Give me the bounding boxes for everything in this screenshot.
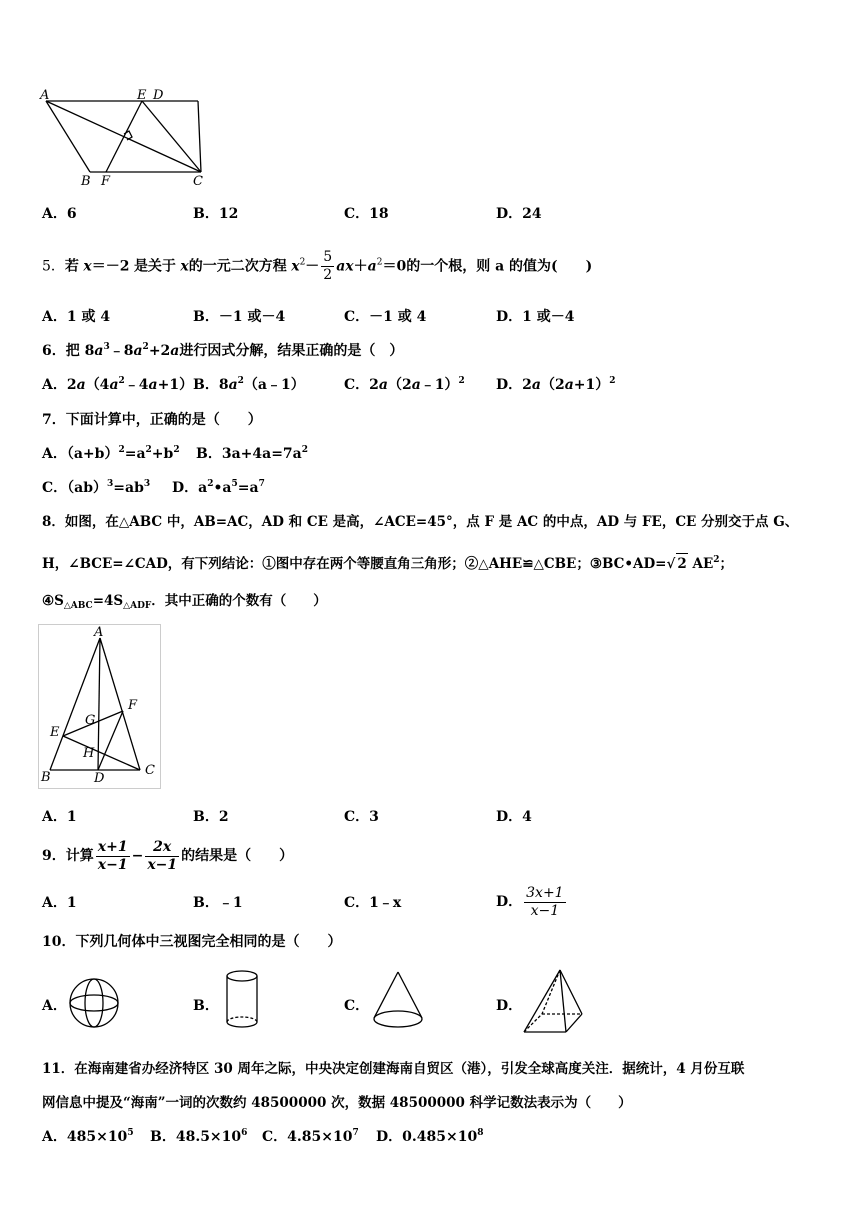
pyramid-icon [520, 966, 586, 1038]
q10-stem: 10．下列几何体中三视图完全相同的是（ ） [42, 934, 342, 950]
q9-stem: 9．计算 $\frac{x+1}{x-1}$ − $\frac{2x}{x-1}$ 的结果是（ ） [42, 838, 294, 873]
q6-option-c: C．2a（2a﹣1）$^2$ [344, 376, 465, 393]
q9-option-a: A．1 [42, 895, 77, 911]
q8-line-1: 8．如图，在△ABC 中，AB=AC，AD 和 CE 是高，∠ACE=45°，点 F 是 AC 的中点，AD 与 FE，CE 分别交于点 G、 [42, 514, 799, 530]
q4-label-c: C [193, 174, 203, 189]
q4-label-f: F [101, 174, 111, 189]
q10-option-c: C． [344, 998, 370, 1014]
q4-option-d: D．24 [496, 206, 542, 222]
q7-option-c: C．$(ab)^3=ab^3$ [42, 479, 151, 496]
q5-option-d: D．1 或－4 [496, 309, 575, 325]
q6-stem: 6．把 $8a^3﹣8a^2+2a$进行因式分解，结果正确的是（ ） [42, 342, 404, 359]
q11-line-1: 11．在海南建省办经济特区 30 周年之际，中央决定创建海南自贸区（港），引发全球高度关注．据统计，4 月份互联 [42, 1061, 745, 1077]
q9-option-c: C．1﹣x [344, 895, 402, 911]
q5-option-c: C．－1 或 4 [344, 309, 427, 325]
q8-option-b: B．2 [193, 809, 229, 825]
q8-label-g: G [85, 713, 96, 728]
q9-option-d: D． $\frac{3x+1}{x-1}$ [496, 884, 564, 919]
q4-figure [38, 86, 213, 191]
q8-label-e: E [50, 725, 60, 740]
q8-label-d: D [94, 771, 105, 786]
q10-option-d: D． [496, 998, 523, 1014]
sphere-icon [66, 975, 122, 1031]
q8-label-h: H [83, 746, 95, 761]
q7-option-b: B．$3a+4a=7a^2$ [196, 445, 308, 462]
q8-option-a: A．1 [42, 809, 77, 825]
q4-label-a: A [40, 88, 50, 103]
cone-icon [368, 968, 428, 1032]
q8-label-f: F [128, 698, 138, 713]
q8-line-2: H，∠BCE=∠CAD，有下列结论：①图中存在两个等腰直角三角形；②△AHE≌△CBE；③BC•AD=√ 2 $AE^2$； [42, 555, 733, 572]
q8-label-c: C [145, 763, 155, 778]
q9-option-b: B．﹣1 [193, 895, 243, 911]
q8-option-c: C．3 [344, 809, 379, 825]
q11-option-d: D．$0.485\times 10^8$ [376, 1128, 484, 1145]
q7-stem: 7．下面计算中，正确的是（ ） [42, 412, 262, 428]
q7-option-a: A．$(a+b)^2=a^2+b^2$ [42, 445, 180, 462]
q8-line-3: $④S_{\triangle ABC}=4S_{\triangle ADF}$．其中正确的个数有（ ） [42, 593, 327, 611]
q6-option-a: A．$2a(4a^2﹣4a+1)$ [42, 376, 194, 393]
q11-option-b: B．$48.5\times 10^6$ [150, 1128, 248, 1145]
q7-option-d: D．$a^2•a^5=a^7$ [172, 479, 265, 496]
q4-label-d: D [153, 88, 164, 103]
q4-option-b: B．12 [193, 206, 239, 222]
q11-line-2: 网信息中提及“海南”一词的次数约 48500000 次，数据 48500000 科学记数法表示为（ ） [42, 1095, 632, 1111]
q8-label-a: A [94, 625, 104, 640]
q6-option-d: D．$2a(2a+1)^2$ [496, 376, 616, 393]
q10-option-b: B． [193, 998, 219, 1014]
q5-stem: 5．若 x＝－2 是关于 x的一元二次方程 $x^2-$ $\frac{5}{2}$ $ax+a^2=0$的一个根，则 a 的值为( ) [42, 249, 593, 283]
cylinder-icon [222, 968, 262, 1032]
q5-option-b: B．－1 或－4 [193, 309, 286, 325]
q11-option-a: A．$485\times 10^5$ [42, 1128, 134, 1145]
q4-label-b: B [81, 174, 91, 189]
q11-option-c: C．$4.85\times 10^7$ [262, 1128, 359, 1145]
q8-figure [38, 624, 162, 790]
q6-option-b: B．$8a^2(a﹣1)$ [193, 376, 305, 393]
q5-option-a: A．1 或 4 [42, 309, 111, 325]
q8-label-b: B [41, 770, 51, 785]
q4-label-e: E [137, 88, 147, 103]
q4-option-a: A．6 [42, 206, 77, 222]
q8-option-d: D．4 [496, 809, 532, 825]
q10-option-a: A． [42, 998, 67, 1014]
q4-option-c: C．18 [344, 206, 389, 222]
